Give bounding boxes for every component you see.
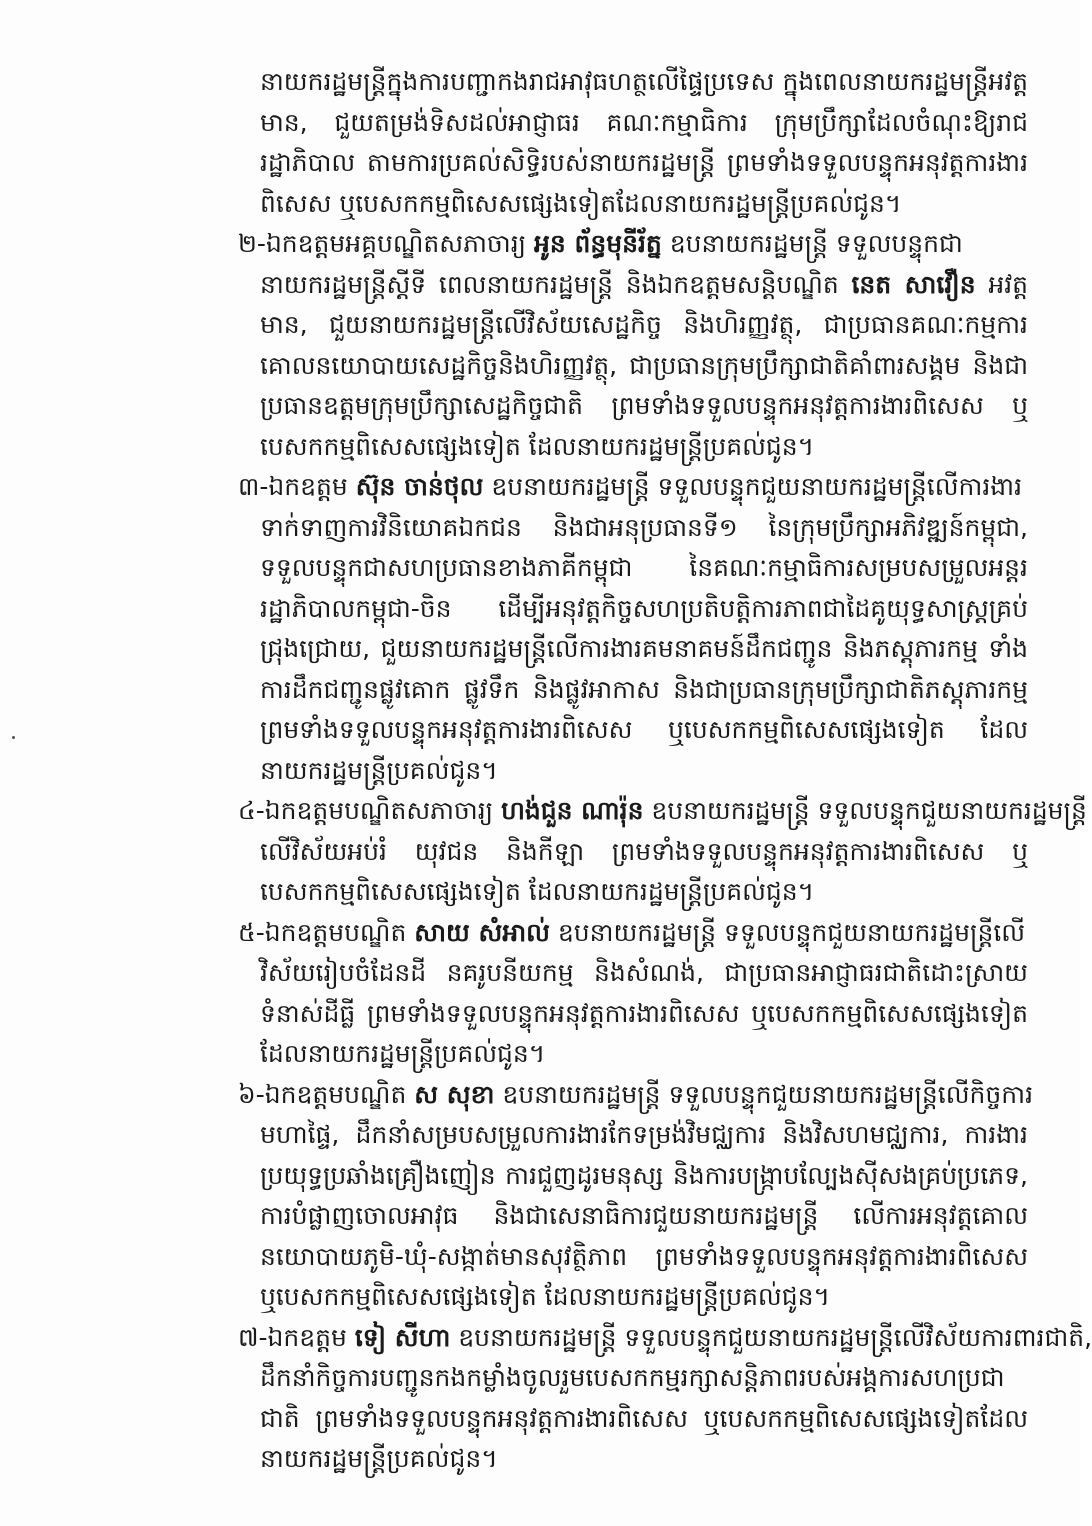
item-title: ឧបនាយករដ្ឋមន្ត្រី ទទួលបន្ទុកជួយនាយករដ្ឋមន្ត្រីលើការងារ (483, 472, 1023, 501)
list-item-2 (238, 224, 1028, 467)
list-item-3 (238, 467, 1028, 791)
list-item-4 (238, 791, 1087, 913)
person-name: ទៀ សីហា (354, 1322, 451, 1352)
item-prefix: ២-ឯកឧត្តមអគ្គបណ្ឌិតសភាចារ្យ (238, 229, 535, 258)
item-body-continued: អវត្តមាន, ជួយនាយករដ្ឋមន្ត្រីលើវិស័យសេដ្ឋកិច្ច និងហិរញ្ញវត្ថុ, ជាប្រធានគណៈកម្មការគោលនយោបាយសេដ្ឋកិច្ចនិងហិរញ្ញវត្ថុ, ជាប្រធានក្រុមប្រឹក្សាជាតិគាំពារសង្គម និងជាប្រធានឧត្តមក្រុមប្រឹក្សាសេដ្ឋកិច្ចជាតិ ព្រមទាំងទទួលបន្ទុកអនុវត្តការងារពិសេស ឬបេសកកម្មពិសេសផ្សេងទៀត ដែលនាយករដ្ឋមន្ត្រីប្រគល់ជូន។ (260, 269, 1028, 461)
intro-paragraph: នាយករដ្ឋមន្ត្រីក្នុងការបញ្ជាកងរាជអាវុធហត្ថលើផ្ទៃប្រទេស ក្នុងពេលនាយករដ្ឋមន្ត្រីអវត្តមាន, ជួយតម្រង់ទិសដល់អាជ្ញាធរ គណៈកម្មាធិការ ក្រុមប្រឹក្សាដែលចំណុះឱ្យរាជរដ្ឋាភិបាល តាមការប្រគល់សិទ្ធិរបស់នាយករដ្ឋមន្ត្រី ព្រមទាំងទទួលបន្ទុកអនុវត្តការងារពិសេស ឬបេសកកម្មពិសេសផ្សេងទៀតដែលនាយករដ្ឋមន្ត្រីប្រគល់ជូន។ (260, 67, 1028, 218)
scan-speck (12, 736, 15, 739)
item-prefix: ៤-ឯកឧត្តមបណ្ឌិតសភាចារ្យ (238, 796, 502, 825)
item-prefix: ៦-ឯកឧត្តមបណ្ឌិត (238, 1079, 415, 1109)
item-title: ឧបនាយករដ្ឋមន្ត្រី ទទួលបន្ទុកជួយនាយករដ្ឋមន្ត្រីលើវិស័យការពារជាតិ, (450, 1322, 1092, 1352)
item-body: មហាផ្ទៃ, ដឹកនាំសម្របសម្រួលការងារកែទម្រង់វិមជ្ឈការ និងវិសហមជ្ឈការ, ការងារប្រយុទ្ធប្រឆាំងគ្រឿងញៀន ការជួញដូរមនុស្ស និងការបង្ក្រាបល្បែងស៊ីសងគ្រប់ប្រភេទ, ការបំផ្លាញចោលអាវុធ និងជាសេនាធិការជួយនាយករដ្ឋមន្ត្រី លើការអនុវត្តគោលនយោបាយភូមិ-ឃុំ-សង្កាត់មានសុវត្ថិភាព ព្រមទាំងទទួលបន្ទុកអនុវត្តការងារពិសេស ឬបេសកកម្មពិសេសផ្សេងទៀត ដែលនាយករដ្ឋមន្ត្រីប្រគល់ជូន។ (260, 1120, 1028, 1311)
document-body (238, 62, 1092, 1480)
item-prefix: ៣-ឯកឧត្តម (238, 472, 356, 501)
person-name: ស៊ុន ចាន់ថុល (355, 472, 484, 501)
item-body: លើវិស័យអប់រំ យុវជន និងកីឡា ព្រមទាំងទទួលបន្ទុកអនុវត្តការងារពិសេស ឬបេសកកម្មពិសេសផ្សេងទៀត ដែលនាយករដ្ឋមន្ត្រីប្រគល់ជូន។ (260, 836, 1028, 906)
list-item-6 (238, 1075, 1034, 1318)
item-prefix: ៧-ឯកឧត្តម (238, 1322, 355, 1352)
person-name: ស សុខា (414, 1079, 495, 1109)
item-body: ដឹកនាំកិច្ចការបញ្ជូនកងកម្លាំងចូលរួមបេសកកម្មរក្សាសន្តិភាពរបស់អង្គការសហប្រជាជាតិ ព្រមទាំងទទួលបន្ទុកអនុវត្តការងារពិសេស ឬបេសកកម្មពិសេសផ្សេងទៀតដែលនាយករដ្ឋមន្ត្រីប្រគល់ជូន។ (260, 1363, 1028, 1473)
list-item-5 (238, 913, 1028, 1075)
person-name-secondary: នេត សាវឿន (851, 269, 976, 299)
item-body: ទាក់ទាញការវិនិយោគឯកជន និងជាអនុប្រធានទី១ នៃក្រុមប្រឹក្សាអភិវឌ្ឍន៍កម្ពុជា, ទទួលបន្ទុកជាសហប្រធានខាងភាគីកម្ពុជា នៃគណៈកម្មាធិការសម្របសម្រួលអន្តររដ្ឋាភិបាលកម្ពុជា-ចិន ដើម្បីអនុវត្តកិច្ចសហប្រតិបត្តិការភាពជាដៃគូយុទ្ធសាស្ត្រគ្រប់ជ្រុងជ្រោយ, ជួយនាយករដ្ឋមន្ត្រីលើការងារគមនាគមន៍ដឹកជញ្ជូន និងភស្តុភារកម្ម ទាំងការដឹកជញ្ជូនផ្លូវគោក ផ្លូវទឹក និងផ្លូវអាកាស និងជាប្រធានក្រុមប្រឹក្សាជាតិភស្តុភារកម្ម ព្រមទាំងទទួលបន្ទុកអនុវត្តការងារពិសេស ឬបេសកកម្មពិសេសផ្សេងទៀត ដែលនាយករដ្ឋមន្ត្រីប្រគល់ជូន។ (260, 512, 1028, 785)
person-name: អូន ព័ន្ធមុនីរ័ត្ន (534, 229, 662, 258)
item-title: ឧបនាយករដ្ឋមន្ត្រី ទទួលបន្ទុកជួយនាយករដ្ឋមន្ត្រី (643, 796, 1087, 825)
list-item-7 (238, 1318, 1092, 1480)
person-name: សាយ សំអាល់ (414, 917, 550, 947)
person-name: ហង់ជួន ណារ៉ុន (501, 796, 644, 825)
item-body: នាយករដ្ឋមន្ត្រីស្តីទី ពេលនាយករដ្ឋមន្ត្រី និងឯកឧត្តមសន្តិបណ្ឌិត (260, 269, 852, 299)
item-title: ឧបនាយករដ្ឋមន្ត្រី ទទួលបន្ទុកជា (661, 229, 963, 258)
item-prefix: ៥-ឯកឧត្តមបណ្ឌិត (238, 917, 415, 947)
item-title: ឧបនាយករដ្ឋមន្ត្រី ទទួលបន្ទុកជួយនាយករដ្ឋមន្ត្រីលើ (549, 917, 1026, 947)
item-title: ឧបនាយករដ្ឋមន្ត្រី ទទួលបន្ទុកជួយនាយករដ្ឋមន្ត្រីលើកិច្ចការ (494, 1079, 1034, 1109)
item-body: វិស័យរៀបចំដែនដី នគរូបនីយកម្ម និងសំណង់, ជាប្រធានអាជ្ញាធរជាតិដោះស្រាយទំនាស់ដីធ្លី ព្រមទាំងទទួលបន្ទុកអនុវត្តការងារពិសេស ឬបេសកកម្មពិសេសផ្សេងទៀត ដែលនាយករដ្ឋមន្ត្រីប្រគល់ជូន។ (260, 958, 1028, 1068)
